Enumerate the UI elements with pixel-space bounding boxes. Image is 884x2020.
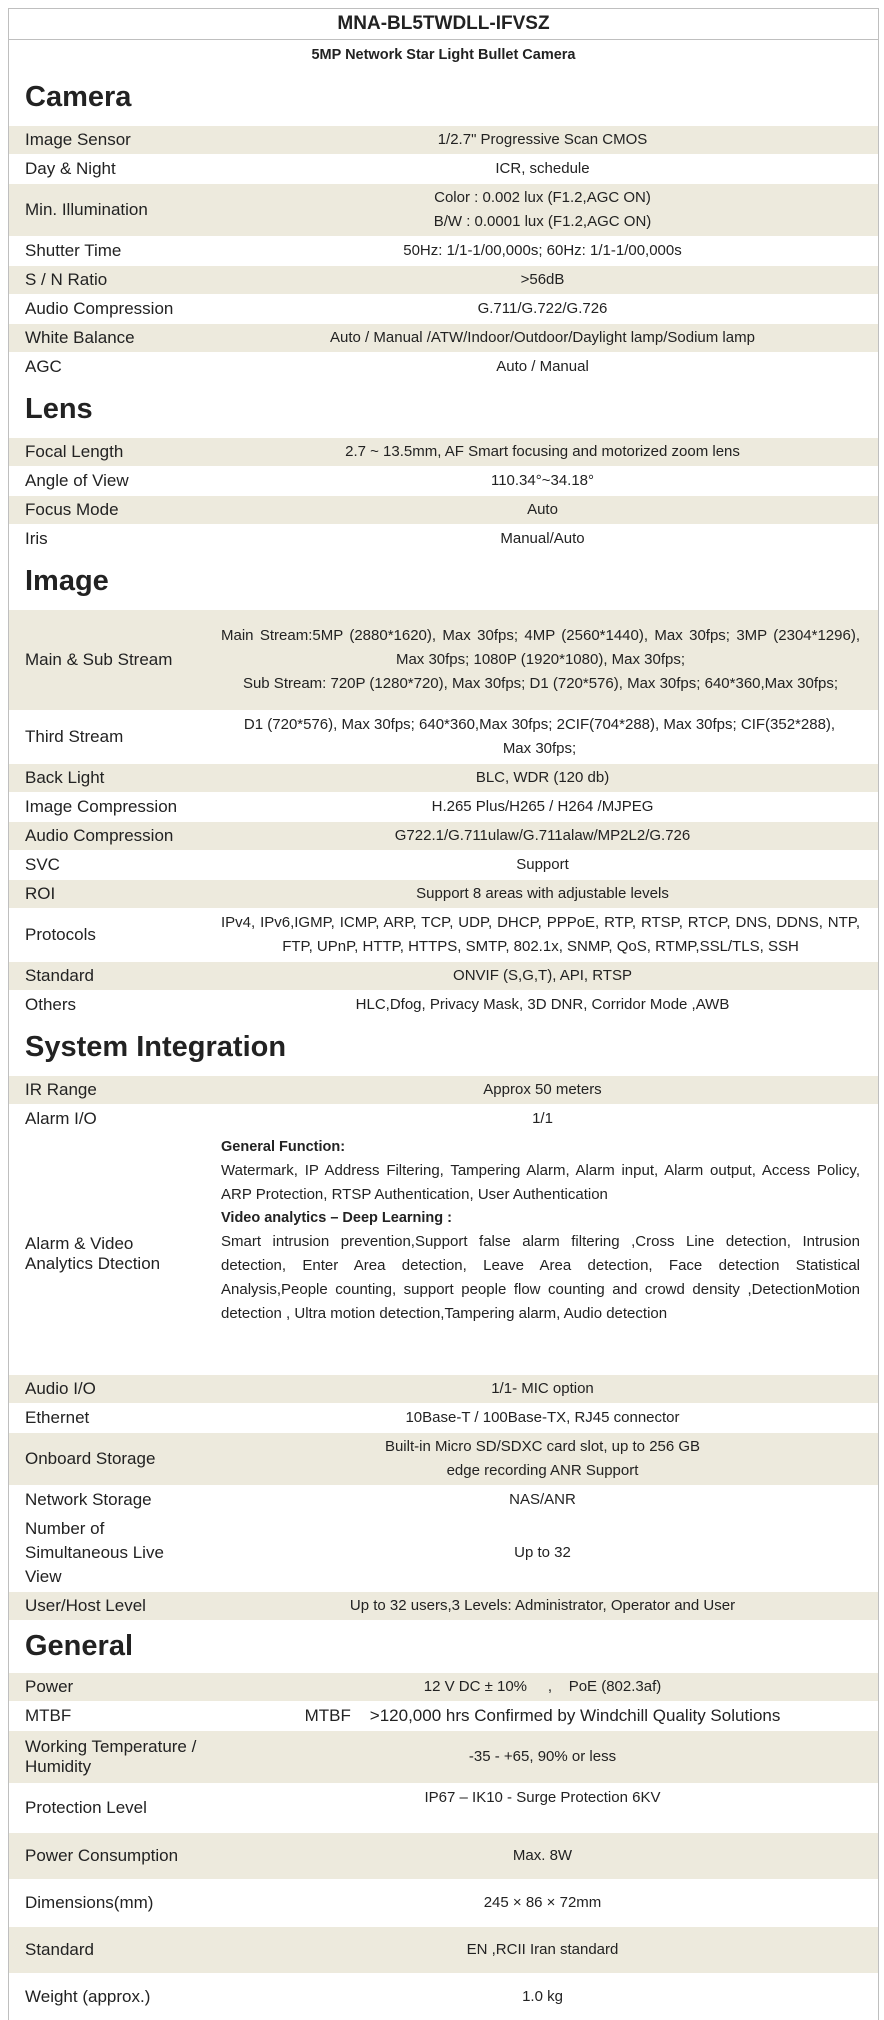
video-analytics-text: Smart intrusion prevention,Support false alarm filtering ,Cross Line detection, Intrusion detection, Enter Area detection, Leave Area detection, Face detection Statistical Analysis,People counting, support people flow counting and crowd density ,DetectionMotion detection , Ultra motion detection,Tampering alarm, Audio detection [221,1233,860,1323]
spec-row-power-consumption [9,1832,878,1879]
spec-value [221,1927,878,1973]
spec-sheet [8,8,879,2020]
spec-value [221,1515,878,1591]
spec-value [221,467,878,495]
spec-value-line: 1/1 [532,1110,553,1127]
general-function-text: Watermark, IP Address Filtering, Tampering Alarm, Alarm input, Alarm output, Access Policy, ARP Protection, RTSP Authentication, User Authentication [221,1162,860,1204]
spec-label: Network Storage [25,1489,152,1509]
spec-label: Audio Compression [25,298,174,318]
spec-label: Others [25,994,77,1014]
spec-value [221,1105,878,1133]
spec-value [221,880,878,908]
spec-value-line: Support 8 areas with adjustable levels [416,885,669,902]
section-title-camera: Camera [25,80,132,113]
spec-value [221,184,878,236]
section-title-general: General [25,1629,133,1662]
spec-value-line: G.711/G.722/G.726 [477,300,608,317]
spec-value [221,962,878,990]
spec-value [221,1784,878,1832]
spec-row-alarm-video-analytics [9,1133,878,1374]
spec-value [221,155,878,183]
section-title-system-integration: System Integration [25,1030,287,1063]
spec-label: Alarm I/O [25,1108,97,1128]
spec-label: AGC [25,356,62,376]
spec-value [221,1974,878,2020]
spec-label: Image Compression [25,796,178,816]
spec-row-user-host-level [9,1591,878,1620]
spec-row-min-illumination [9,183,878,236]
spec-value-line: Auto [527,501,558,518]
spec-label: User/Host Level [25,1595,146,1615]
spec-row-standard-2 [9,1926,878,1973]
spec-label: Alarm & Video Analytics Dtection [25,1233,161,1273]
spec-value-line: EN ,RCII Iran standard [466,1941,619,1958]
spec-value-line: >56dB [520,271,565,288]
spec-row-third-stream [9,710,878,763]
spec-label: Focus Mode [25,499,119,519]
spec-label: Main & Sub Stream [25,649,173,669]
spec-value [221,1404,878,1432]
spec-row-mtbf [9,1701,878,1730]
spec-row-focus-mode [9,495,878,524]
spec-value [221,1880,878,1926]
spec-label: SVC [25,854,60,874]
spec-value [221,711,878,763]
spec-value-line: 110.34°~34.18° [490,472,595,489]
spec-value-line: Auto / Manual /ATW/Indoor/Outdoor/Daylight lamp/Sodium lamp [330,329,755,346]
spec-value-line: Auto / Manual [496,358,589,375]
spec-row-iris [9,524,878,553]
spec-row-alarm-io [9,1104,878,1133]
spec-label: Standard [25,965,94,985]
spec-value [221,1433,878,1485]
product-subtitle: 5MP Network Star Light Bullet Camera [311,46,576,63]
spec-label: Protocols [25,924,96,944]
spec-label: Shutter Time [25,240,122,260]
spec-row-focal-length [9,437,878,466]
spec-value-line: 12 V DC ± 10% , PoE (802.3af) [423,1678,662,1695]
spec-label: Back Light [25,767,105,787]
spec-value-line: NAS/ANR [509,1491,576,1508]
spec-label: White Balance [25,327,135,347]
spec-row-audio-io [9,1374,878,1403]
spec-row-standard [9,961,878,990]
video-analytics-heading: Video analytics – Deep Learning : [221,1210,453,1227]
spec-row-agc [9,352,878,381]
spec-label: Weight (approx.) [25,1986,151,2006]
spec-row-sn-ratio [9,265,878,294]
spec-row-protocols [9,908,878,961]
spec-value [221,1592,878,1620]
spec-value-line: Main Stream:5MP (2880*1620), Max 30fps; 4MP (2560*1440), Max 30fps; 3MP (2304*1296), Max 30fps; 1080P (1920*1080), Max 30fps; [221,627,860,668]
spec-value [221,1076,878,1104]
spec-row-power [9,1672,878,1701]
spec-label: Working Temperature / Humidity [25,1736,197,1776]
spec-value-line: Support [516,856,569,873]
spec-label: Focal Length [25,441,124,461]
spec-value-line: D1 (720*576), Max 30fps; 640*360,Max 30fps; 2CIF(704*288), Max 30fps; CIF(352*288), Max 30fps; [243,716,836,757]
spec-row-svc [9,850,878,879]
spec-value [221,1702,878,1730]
spec-value-line: HLC,Dfog, Privacy Mask, 3D DNR, Corridor Mode ,AWB [355,996,730,1013]
spec-row-simultaneous-live-view [9,1514,878,1591]
spec-row-network-storage [9,1485,878,1514]
spec-label: Third Stream [25,726,124,746]
spec-value [221,909,878,961]
spec-value [221,1486,878,1514]
spec-label: Audio Compression [25,825,174,845]
spec-value [221,610,878,710]
spec-row-audio-compression-2 [9,821,878,850]
spec-label: Angle of View [25,470,129,490]
spec-row-image-compression [9,792,878,821]
spec-label: Power Consumption [25,1845,179,1865]
spec-value-line: IP67 – IK10 - Surge Protection 6KV [424,1789,661,1806]
spec-value-line: 2.7 ~ 13.5mm, AF Smart focusing and motorized zoom lens [345,443,740,460]
spec-row-white-balance [9,323,878,352]
spec-value-line: Max. 8W [512,1847,573,1864]
spec-value-line: 10Base-T / 100Base-TX, RJ45 connector [405,1409,680,1426]
spec-value [221,1731,878,1783]
spec-value-line: Up to 32 [514,1544,571,1561]
spec-value-line: Built-in Micro SD/SDXC card slot, up to 256 GB [384,1438,701,1455]
section-title-image: Image [25,564,109,597]
spec-value [221,295,878,323]
spec-value-line: Manual/Auto [500,530,585,547]
spec-value [221,764,878,792]
spec-value-line: ICR, schedule [495,160,590,177]
spec-row-angle-of-view [9,466,878,495]
spec-label: Standard [25,1939,94,1959]
spec-value [221,1833,878,1879]
spec-label: Number of Simultaneous Live View [25,1519,164,1586]
spec-label: S / N Ratio [25,269,108,289]
spec-value [221,851,878,879]
spec-row-back-light [9,763,878,792]
spec-label: Iris [25,528,48,548]
spec-value-line: -35 - +65, 90% or less [468,1748,617,1765]
spec-row-dimensions [9,1879,878,1926]
spec-value [221,237,878,265]
spec-row-weight [9,1973,878,2020]
section-title-lens: Lens [25,392,93,425]
spec-value-line: B/W : 0.0001 lux (F1.2,AGC ON) [433,213,652,230]
spec-row-roi [9,879,878,908]
spec-value-line: 1/2.7" Progressive Scan CMOS [437,131,648,148]
spec-label: ROI [25,883,56,903]
spec-row-audio-compression [9,294,878,323]
general-function-heading: General Function: [221,1139,346,1155]
spec-value [221,793,878,821]
spec-row-working-temperature [9,1730,878,1783]
spec-row-ir-range [9,1075,878,1104]
spec-value [221,126,878,154]
spec-label: IR Range [25,1079,97,1099]
spec-label: Audio I/O [25,1378,96,1398]
spec-value [221,438,878,466]
spec-value-line: Up to 32 users,3 Levels: Administrator, Operator and User [349,1597,736,1614]
spec-value [221,1673,878,1701]
spec-label: Onboard Storage [25,1448,156,1468]
spec-value-line: MTBF >120,000 hrs Confirmed by Windchill Quality Solutions [304,1706,781,1726]
spec-value-line: edge recording ANR Support [446,1462,639,1479]
spec-value [221,324,878,352]
spec-row-shutter-time [9,236,878,265]
spec-value [221,1134,878,1374]
spec-value-line: Color : 0.002 lux (F1.2,AGC ON) [434,189,651,206]
spec-value [221,266,878,294]
spec-value-line: 245 × 86 × 72mm [483,1894,602,1911]
spec-label: Day & Night [25,158,116,178]
spec-row-onboard-storage [9,1432,878,1485]
spec-label: Power [25,1676,74,1696]
spec-value-line: Sub Stream: 720P (1280*720), Max 30fps; D1 (720*576), Max 30fps; 640*360,Max 30fps; [242,675,839,692]
spec-value-line: 1/1- MIC option [491,1380,594,1397]
spec-value-line: 1.0 kg [522,1988,563,2005]
spec-label: Image Sensor [25,129,131,149]
spec-value [221,822,878,850]
spec-row-ethernet [9,1403,878,1432]
spec-label: Min. Illumination [25,199,148,219]
spec-value [221,496,878,524]
spec-value [221,525,878,553]
spec-row-main-sub-stream [9,609,878,710]
spec-value-line: Approx 50 meters [483,1081,602,1098]
spec-value-line: ONVIF (S,G,T), API, RTSP [453,967,632,984]
spec-label: Protection Level [25,1797,147,1817]
spec-value-line: H.265 Plus/H265 / H264 /MJPEG [431,798,654,815]
spec-label: Ethernet [25,1407,90,1427]
spec-label: Dimensions(mm) [25,1892,154,1912]
spec-row-protection-level [9,1783,878,1832]
spec-value-line: BLC, WDR (120 db) [475,769,610,786]
spec-value [221,991,878,1019]
spec-row-others [9,990,878,1019]
spec-label: MTBF [25,1705,72,1725]
spec-value-line: G722.1/G.711ulaw/G.711alaw/MP2L2/G.726 [394,827,691,844]
model-number: MNA-BL5TWDLL-IFVSZ [9,9,878,40]
spec-row-day-night [9,154,878,183]
spec-row-image-sensor [9,125,878,154]
spec-value-line: IPv4, IPv6,IGMP, ICMP, ARP, TCP, UDP, DHCP, PPPoE, RTP, RTSP, RTCP, DNS, DDNS, NTP, FTP, UPnP, HTTP, HTTPS, SMTP, 802.1x, SNMP, QoS, RTMP,SSL/TLS, SSH [221,914,860,955]
spec-value [221,353,878,381]
spec-value [221,1375,878,1403]
spec-value-line: 50Hz: 1/1-1/00,000s; 60Hz: 1/1-1/00,000s [403,242,682,259]
